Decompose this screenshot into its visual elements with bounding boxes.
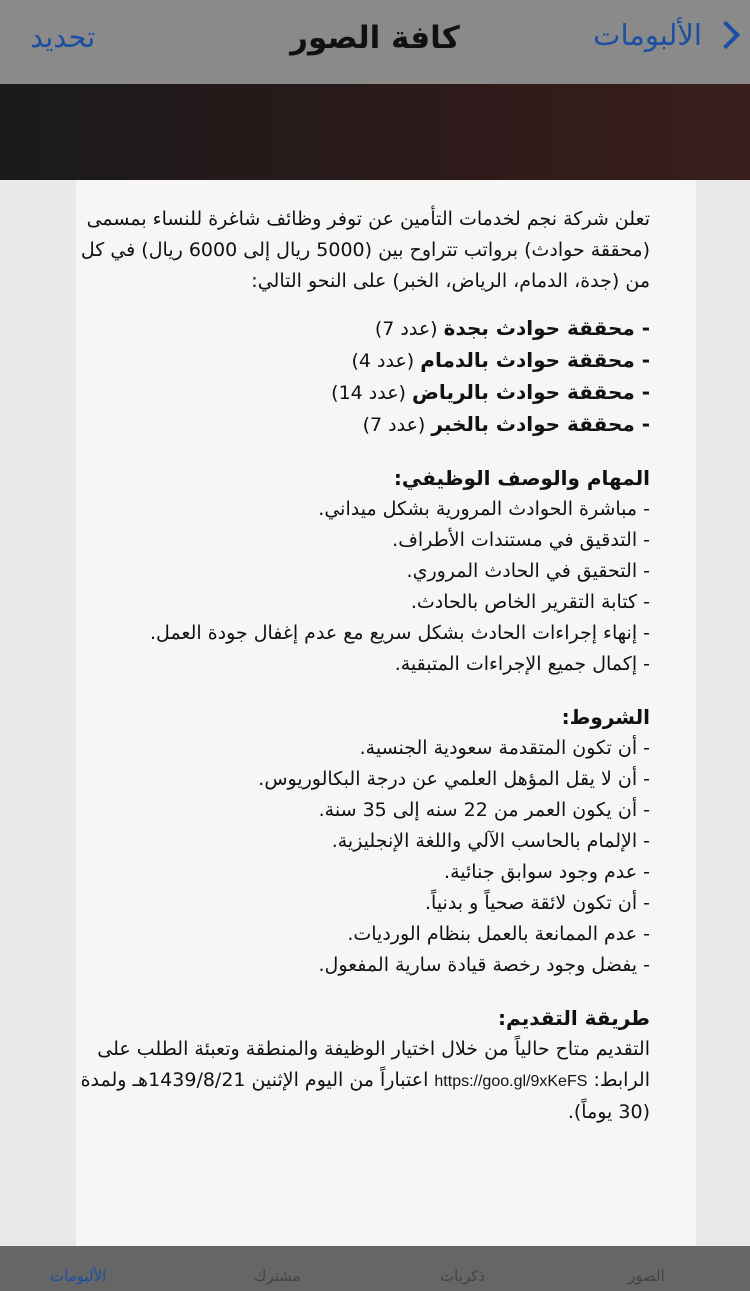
position-item: - محققة حوادث بالخبر (عدد 7) [362,412,650,436]
back-button[interactable] [593,18,736,52]
apply-link[interactable]: https://goo.gl/9xKeFS [434,1073,588,1090]
condition-item: - أن تكون المتقدمة سعودية الجنسية. [359,737,650,759]
back-button-label: الألبومات [593,18,702,52]
job-announcement [72,204,650,1128]
condition-item: - أن لا يقل المؤهل العلمي عن درجة البكالوريوس. [258,768,650,790]
tasks-heading: المهام والوصف الوظيفي: [393,466,650,490]
task-item: - مباشرة الحوادث المرورية بشكل ميداني. [318,498,650,520]
conditions-heading: الشروط: [561,705,650,729]
positions-list [72,313,650,441]
navigation-bar [0,0,750,84]
tab-photos[interactable]: الصور [628,1267,665,1285]
task-item: - إكمال جميع الإجراءات المتبقية. [394,653,650,675]
tab-memories[interactable]: ذكريات [440,1267,485,1285]
condition-item: - أن يكون العمر من 22 سنه إلى 35 سنة. [318,799,650,821]
task-item: - التدقيق في مستندات الأطراف. [392,529,650,551]
condition-item: - عدم الممانعة بالعمل بنظام الورديات. [347,923,650,945]
select-button[interactable]: تحديد [30,20,96,54]
intro-paragraph: تعلن شركة نجم لخدمات التأمين عن توفر وظائف شاغرة للنساء بمسمى (محققة حوادث) برواتب تتراوح بين (5000 ريال إلى 6000 ريال) في كل من (جدة، الدمام، الرياض، الخبر) على النحو التالي: [80,208,650,292]
photo-background [0,84,750,180]
position-item: - محققة حوادث بالدمام (عدد 4) [351,348,650,372]
tab-bar [0,1246,750,1291]
condition-item: - أن تكون لائقة صحياً و بدنياً. [424,892,650,914]
condition-item: - عدم وجود سوابق جنائية. [444,861,650,883]
tab-albums[interactable]: الألبومات [50,1267,107,1285]
conditions-list [72,733,650,981]
page-title: كافة الصور [290,20,460,56]
chevron-left-icon [712,21,740,49]
tab-shared[interactable]: مشترك [254,1267,301,1285]
condition-item: - يفضل وجود رخصة قيادة سارية المفعول. [318,954,650,976]
apply-paragraph: التقديم متاح حالياً من خلال اختيار الوظيفة والمنطقة وتعبئة الطلب على الرابط: https://goo.gl/9xKeFS اعتباراً من اليوم الإثنين 1439/8/21هـ ولمدة (30 يوماً). [80,1038,650,1123]
position-item: - محققة حوادث بجدة (عدد 7) [374,316,650,340]
task-item: - كتابة التقرير الخاص بالحادث. [410,591,650,613]
task-item: - التحقيق في الحادث المروري. [406,560,650,582]
condition-item: - الإلمام بالحاسب الآلي واللغة الإنجليزية. [331,830,650,852]
task-item: - إنهاء إجراءات الحادث بشكل سريع مع عدم إغفال جودة العمل. [150,622,650,644]
apply-heading: طريقة التقديم: [498,1006,650,1030]
tasks-list [72,494,650,680]
document-image[interactable] [0,180,750,1246]
position-item: - محققة حوادث بالرياض (عدد 14) [331,380,650,404]
